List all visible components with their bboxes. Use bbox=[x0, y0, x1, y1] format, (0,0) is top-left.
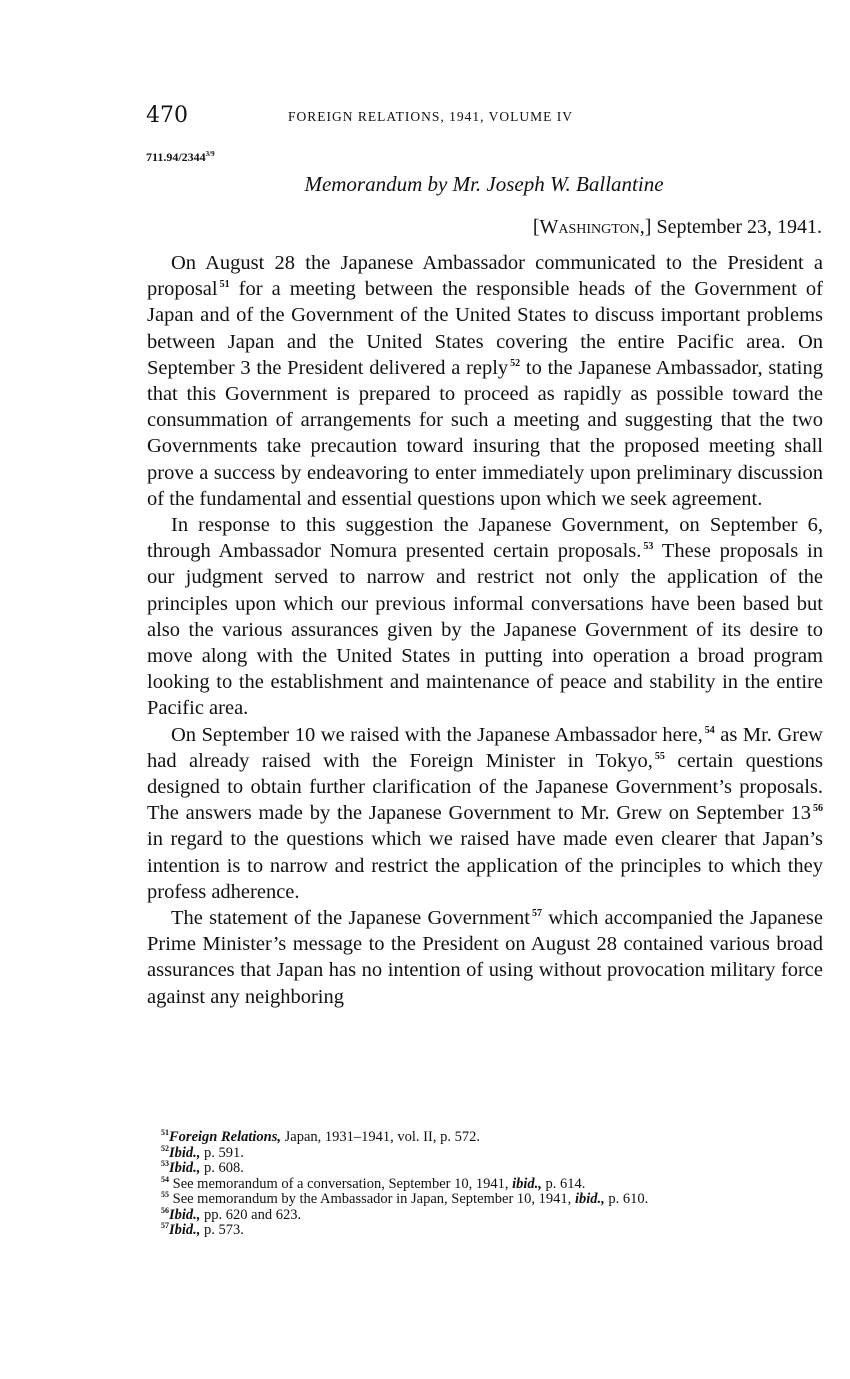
footnote-text-2: p. 610. bbox=[608, 1191, 649, 1207]
footnote-ref-51: 51 bbox=[219, 279, 230, 291]
footnote-ref-55: 55 bbox=[654, 751, 665, 763]
footnote-ref-56: 56 bbox=[813, 803, 823, 815]
paragraph-4 bbox=[147, 905, 823, 1010]
footnote-ref-52: 52 bbox=[510, 357, 521, 369]
footnote-57 bbox=[147, 1223, 823, 1239]
footnote-53 bbox=[147, 1161, 823, 1177]
paragraph-4-text-b: which accompanied the Japanese Prime Minister’s message to the President on August 28 contained various broad assurances that Japan has no intention of using without provocation military force against any neighboring bbox=[147, 907, 824, 1008]
paragraph-3-text-b: as Mr. Grew had already raised with the Foreign Minister in Tokyo, bbox=[147, 723, 823, 772]
footnote-number: 53 bbox=[161, 1159, 169, 1169]
paragraph-1-text-a: On August 28 the Japanese Ambassador communicated to the President a proposal bbox=[147, 252, 823, 301]
footnote-number: 57 bbox=[161, 1221, 169, 1231]
footnote-text: pp. 620 and 623. bbox=[204, 1206, 302, 1223]
footnote-text: p. 573. bbox=[204, 1222, 244, 1238]
paragraph-1 bbox=[147, 250, 823, 512]
paragraph-3 bbox=[147, 722, 823, 905]
footnote-italic: ibid., bbox=[574, 1191, 605, 1207]
dateline-place: Washington bbox=[539, 216, 640, 238]
footnote-ref-57: 57 bbox=[531, 908, 542, 920]
paragraph-3-text-d: in regard to the questions which we raised have made even clearer that Japan’s intention is to narrow and restrict the application of the principles to which they profess adherence. bbox=[147, 828, 823, 903]
footnote-italic: Foreign Relations, bbox=[169, 1129, 281, 1145]
footnote-italic: Ibid., bbox=[169, 1206, 201, 1223]
footnote-italic: Ibid., bbox=[169, 1160, 201, 1176]
footnote-number: 56 bbox=[161, 1205, 169, 1215]
page-number: 470 bbox=[146, 103, 188, 128]
footnote-text: Japan, 1931–1941, vol. II, p. 572. bbox=[284, 1129, 480, 1145]
footnote-italic: Ibid., bbox=[169, 1222, 201, 1238]
paragraph-4-text-a: The statement of the Japanese Government bbox=[171, 907, 530, 930]
footnote-55 bbox=[147, 1192, 823, 1208]
footnote-51 bbox=[147, 1130, 823, 1146]
footnote-ref-53: 53 bbox=[643, 541, 654, 553]
footnote-number: 51 bbox=[161, 1128, 169, 1138]
footnote-italic: Ibid., bbox=[169, 1144, 201, 1161]
paragraph-1-text-c: to the Japanese Ambassador, stating that this Government is prepared to proceed as rapidly as possible toward the consummation of arrangements for such a meeting and suggesting that the two Governments take precaution toward insuring that the proposed meeting shall prove a success by endeavoring to enter immediately upon preliminary discussion of the fundamental and essential questions upon which we seek agreement. bbox=[147, 356, 823, 510]
paragraph-2 bbox=[147, 512, 823, 722]
footnote-text: See memorandum by the Ambassador in Japan, September 10, 1941, bbox=[172, 1191, 572, 1207]
footnotes bbox=[147, 1130, 823, 1239]
paragraph-1-text-b: for a meeting between the responsible heads of the Government of Japan and of the Government of the United States to discuss important problems between Japan and the United States covering the entire Pacific area. On September 3 the President delivered a reply bbox=[147, 278, 824, 379]
paragraph-2-text-a: In response to this suggestion the Japanese Government, on September 6, through Ambassador Nomura presented certain proposals. bbox=[147, 514, 823, 563]
running-head bbox=[146, 103, 822, 131]
file-number bbox=[146, 150, 215, 165]
running-title: FOREIGN RELATIONS, 1941, VOLUME IV bbox=[288, 109, 573, 124]
file-number-fraction: 3/9 bbox=[205, 150, 215, 158]
footnote-italic: ibid., bbox=[512, 1175, 542, 1192]
footnote-text: p. 591. bbox=[204, 1144, 244, 1161]
dateline-date: September 23, 1941. bbox=[656, 216, 822, 238]
footnote-number: 52 bbox=[161, 1143, 169, 1153]
footnote-52 bbox=[147, 1143, 823, 1162]
footnote-text: p. 608. bbox=[204, 1160, 244, 1176]
footnote-56 bbox=[147, 1205, 823, 1224]
body-text bbox=[147, 250, 823, 1010]
footnote-text: See memorandum of a conversation, September 10, 1941, bbox=[172, 1175, 509, 1192]
footnote-number: 54 bbox=[161, 1174, 169, 1184]
paragraph-2-text-b: These proposals in our judgment served to narrow and restrict not only the application of the principles upon which our previous informal conversations have been based but also the various assurances given by the Japanese Government of its desire to move along with the United States in putting into operation a broad program looking to the establishment and maintenance of peace and stability in the entire Pacific area. bbox=[147, 540, 823, 720]
paragraph-3-text-a: On September 10 we raised with the Japanese Ambassador here, bbox=[171, 723, 703, 746]
footnote-text-2: p. 614. bbox=[545, 1175, 586, 1192]
document-title: Memorandum by Mr. Joseph W. Ballantine bbox=[304, 172, 664, 196]
footnote-54 bbox=[147, 1174, 823, 1193]
file-number-text: 711.94/2344 bbox=[146, 150, 206, 164]
footnote-number: 55 bbox=[161, 1190, 169, 1200]
dateline: [Washington,] September 23, 1941. bbox=[532, 216, 822, 238]
footnote-ref-54: 54 bbox=[704, 724, 715, 736]
paragraph-3-text-c: certain questions designed to obtain further clarification of the Japanese Government’s proposals. The answers made by the Japanese Government to Mr. Grew on September 13 bbox=[147, 749, 824, 825]
